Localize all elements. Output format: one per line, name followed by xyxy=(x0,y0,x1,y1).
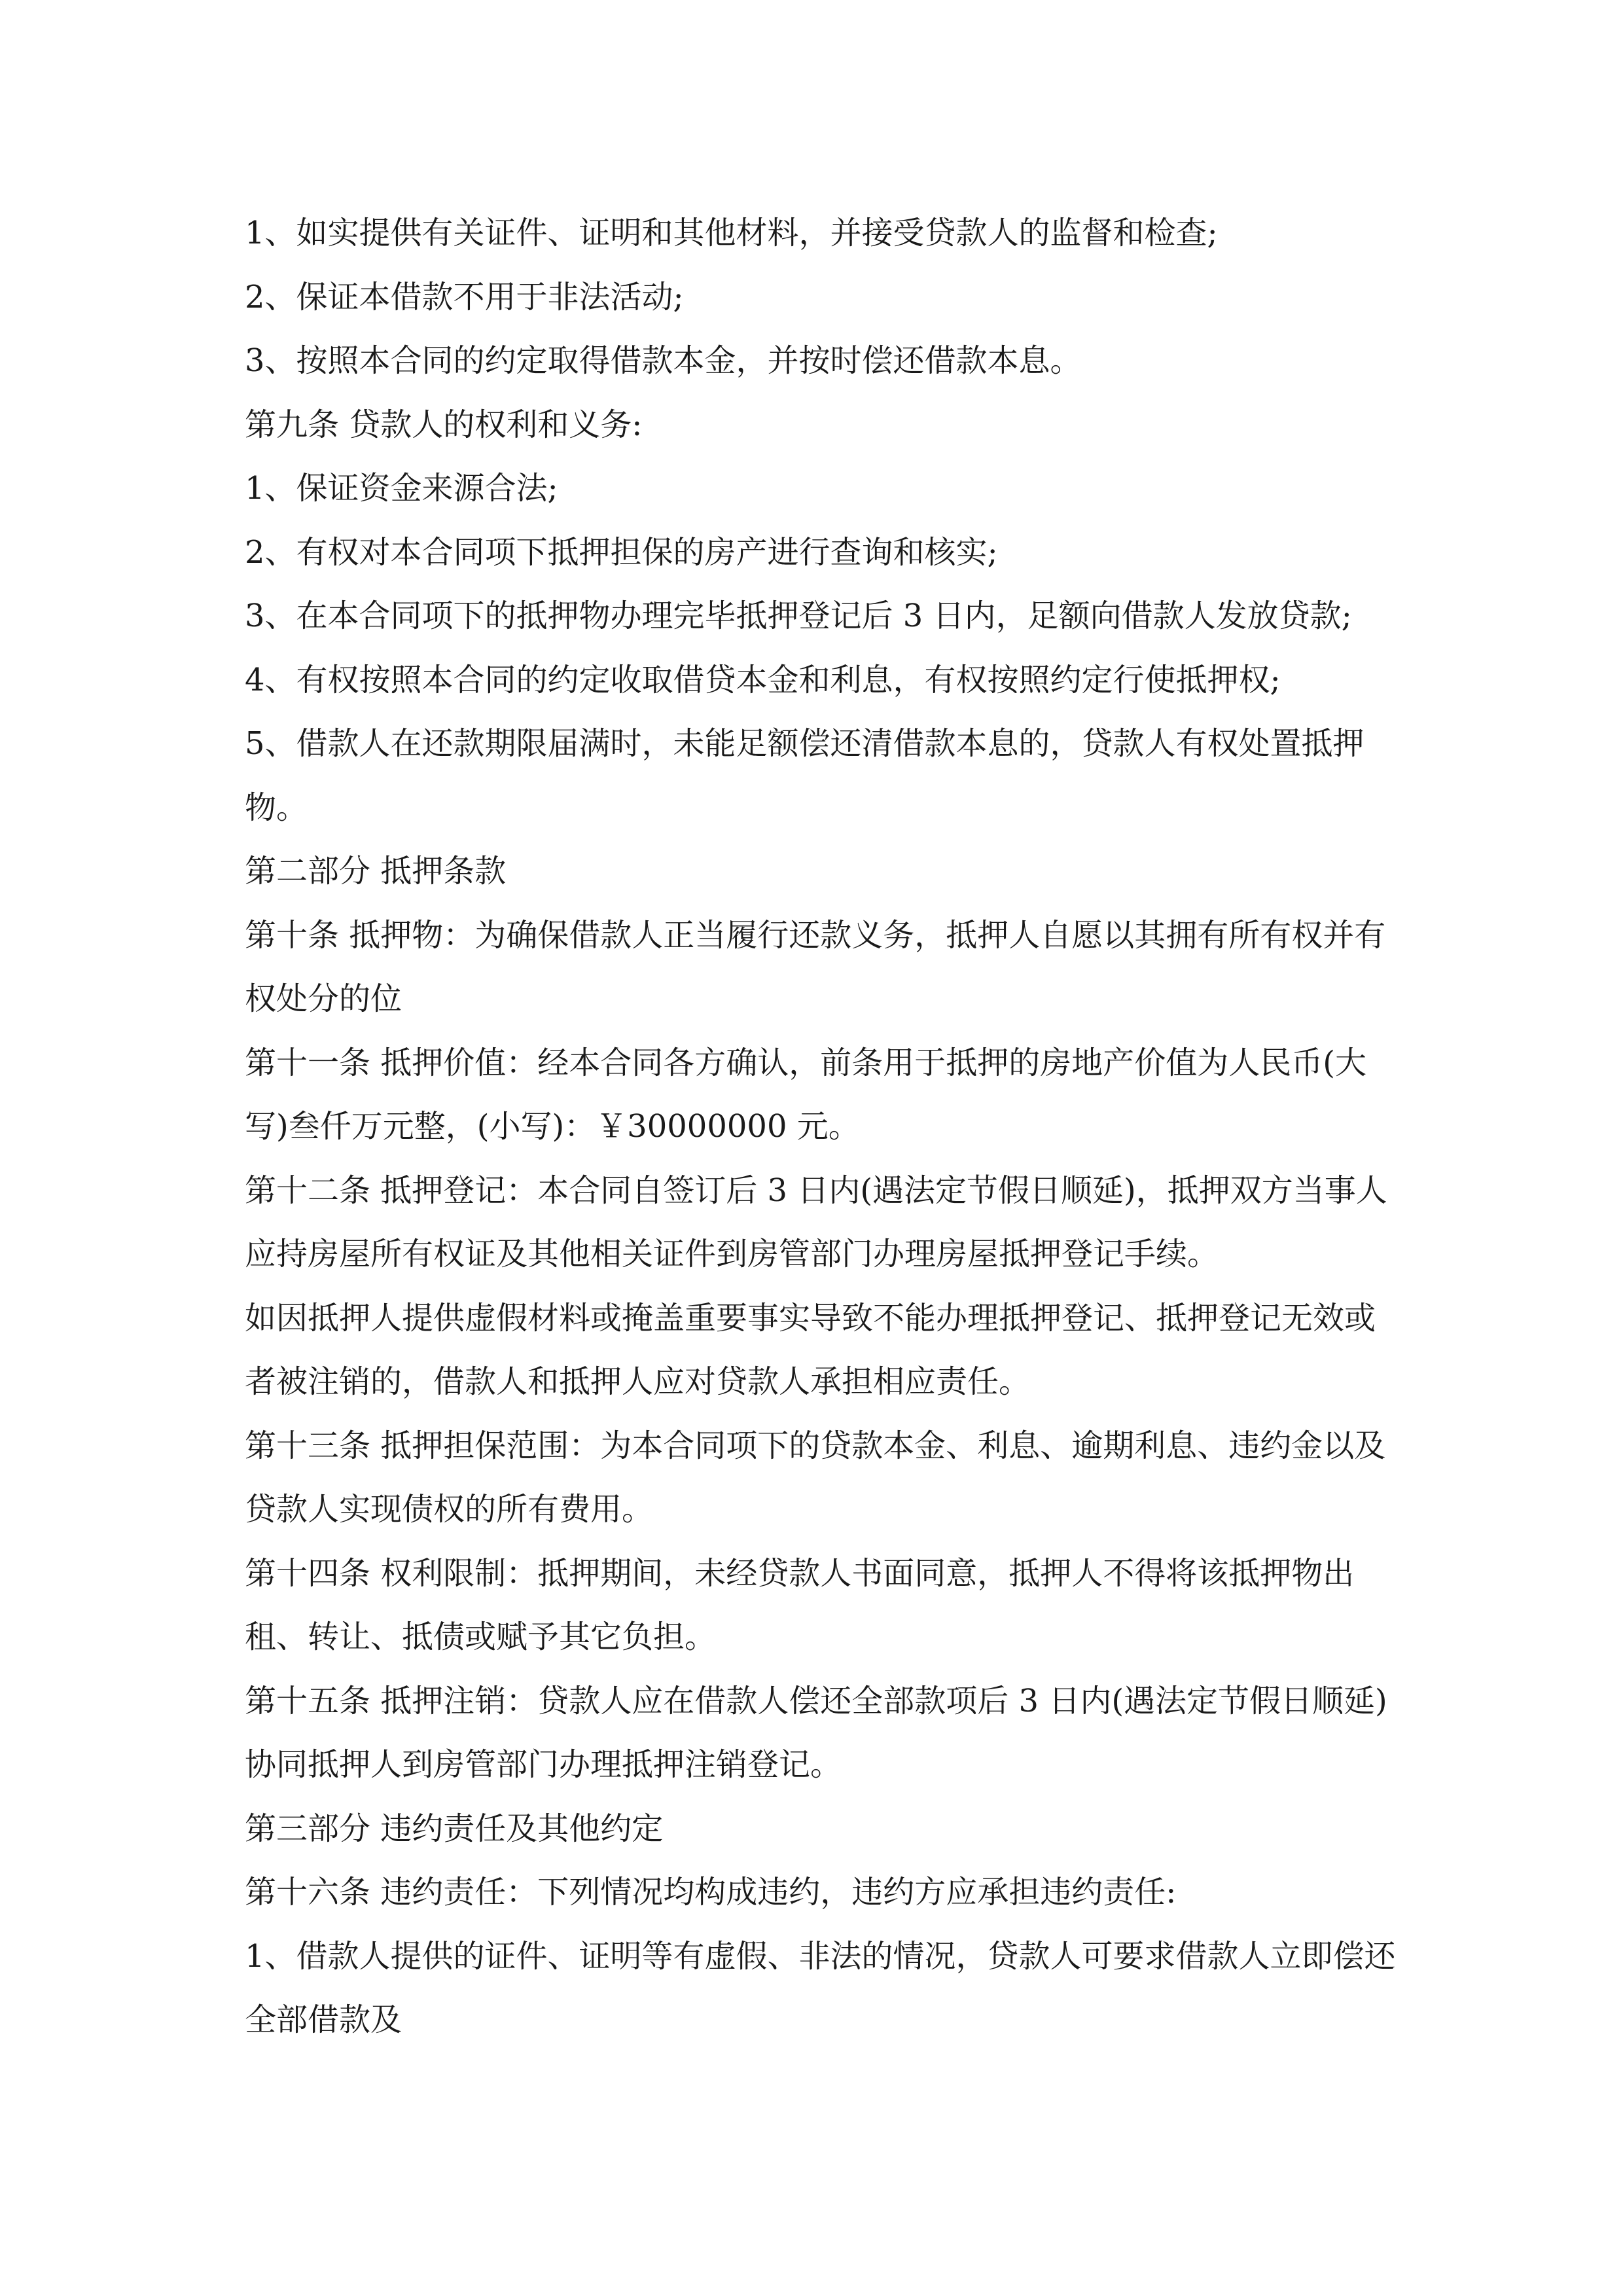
paragraph: 如因抵押人提供虚假材料或掩盖重要事实导致不能办理抵押登记、抵押登记无效或者被注销的，借款人和抵押人应对贷款人承担相应责任。 xyxy=(245,1299,1376,1400)
paragraph: 3、在本合同项下的抵押物办理完毕抵押登记后 3 日内，足额向借款人发放贷款; xyxy=(245,598,1352,634)
paragraph: 2、保证本借款不用于非法活动; xyxy=(245,278,684,315)
paragraph: 第十二条 抵押登记：本合同自签订后 3 日内(遇法定节假日顺延)，抵押双方当事人应持房屋所有权证及其他相关证件到房管部门办理房屋抵押登记手续。 xyxy=(245,1172,1387,1272)
paragraph: 第十一条 抵押价值：经本合同各方确认，前条用于抵押的房地产价值为人民币(大写)叁仟万元整，(小写)：￥30000000 元。 xyxy=(245,1044,1366,1145)
paragraph: 3、按照本合同的约定取得借款本金，并按时偿还借款本息。 xyxy=(245,342,1082,379)
paragraph: 1、如实提供有关证件、证明和其他材料，并接受贷款人的监督和检查; xyxy=(245,215,1218,251)
paragraph: 第十四条 权利限制：抵押期间，未经贷款人书面同意，抵押人不得将该抵押物出租、转让、抵债或赋予其它负担。 xyxy=(245,1554,1355,1655)
section-heading: 第九条 贷款人的权利和义务: xyxy=(245,406,643,443)
part-heading: 第二部分 抵押条款 xyxy=(245,853,507,889)
paragraph: 第十五条 抵押注销：贷款人应在借款人偿还全部款项后 3 日内(遇法定节假日顺延)协同抵押人到房管部门办理抵押注销登记。 xyxy=(245,1682,1387,1783)
paragraph: 第十六条 违约责任：下列情况均构成违约，违约方应承担违约责任: xyxy=(245,1874,1177,1910)
paragraph: 1、借款人提供的证件、证明等有虚假、非法的情况，贷款人可要求借款人立即偿还全部借款及 xyxy=(245,1937,1396,2038)
paragraph: 1、保证资金来源合法; xyxy=(245,470,558,507)
paragraph: 5、借款人在还款期限届满时，未能足额偿还清借款本息的，贷款人有权处置抵押物。 xyxy=(245,725,1364,826)
paragraph: 4、有权按照本合同的约定收取借贷本金和利息，有权按照约定行使抵押权; xyxy=(245,661,1281,698)
part-heading: 第三部分 违约责任及其他约定 xyxy=(245,1810,664,1847)
paragraph: 第十条 抵押物：为确保借款人正当履行还款义务，抵押人自愿以其拥有所有权并有权处分的位 xyxy=(245,916,1386,1017)
paragraph: 第十三条 抵押担保范围：为本合同项下的贷款本金、利息、逾期利息、违约金以及贷款人实现债权的所有费用。 xyxy=(245,1427,1386,1528)
document-body xyxy=(245,202,1397,2053)
paragraph: 2、有权对本合同项下抵押担保的房产进行查询和核实; xyxy=(245,533,998,571)
